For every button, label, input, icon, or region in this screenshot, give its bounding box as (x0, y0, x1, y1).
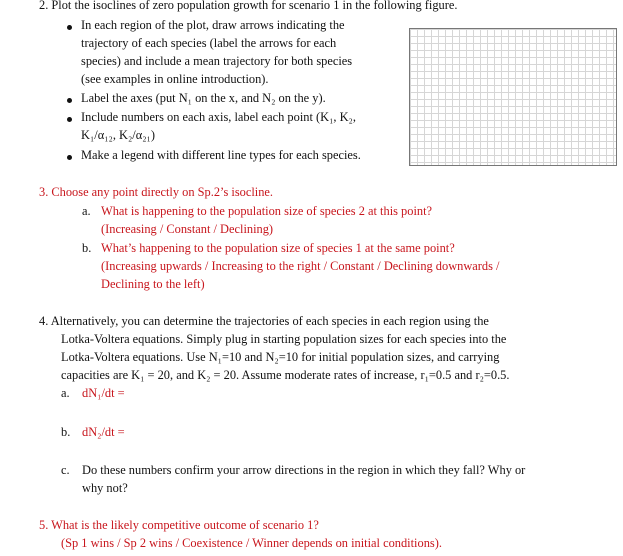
q3-b-line1: What’s happening to the population size of species 1 at the same point? (101, 241, 455, 255)
q3-heading: 3. Choose any point directly on Sp.2’s isocline. (39, 185, 274, 199)
q2-bullet1-line3: species) and include a mean trajectory for both species (81, 54, 353, 68)
q4-a-equation: dN₁/dt = (82, 386, 125, 400)
q5-options: (Sp 1 wins / Sp 2 wins / Coexistence / Winner depends on initial conditions). (61, 536, 442, 550)
q2-bullet1-line2: trajectory of each species (label the arrows for each (81, 36, 337, 50)
q4-c-line2: why not? (82, 481, 128, 495)
q4-line2: Lotka-Voltera equations. Simply plug in starting population sizes for each species into the (61, 332, 507, 346)
q2-bullet1-line4: (see examples in online introduction). (81, 72, 269, 86)
q3-b-marker: b. (82, 241, 92, 255)
bullet-dot (67, 25, 72, 30)
bullet-dot (67, 155, 72, 160)
q4-a-marker: a. (61, 386, 70, 400)
bullet-dot (67, 117, 72, 122)
q4-line1: 4. Alternatively, you can determine the trajectories of each species in each region using the (39, 314, 489, 328)
q4-c-line1: Do these numbers confirm your arrow directions in the region in which they fall? Why or (82, 463, 526, 477)
q4-b-marker: b. (61, 425, 71, 439)
q2-heading: 2. Plot the isoclines of zero population growth for scenario 1 in the following figure. (39, 0, 458, 12)
q3-a-line2: (Increasing / Constant / Declining) (101, 222, 274, 236)
q4-line4: capacities are K₁ = 20, and K₂ = 20. Assume moderate rates of increase, r₁=0.5 and r₂=0.5. (61, 368, 510, 382)
bullet-dot (67, 98, 72, 103)
q3-b-line2: (Increasing upwards / Increasing to the right / Constant / Declining downwards / (101, 259, 500, 273)
q2-bullet1-line1: In each region of the plot, draw arrows indicating the (81, 18, 345, 32)
q4-c-marker: c. (61, 463, 70, 477)
q2-bullet2: Label the axes (put N₁ on the x, and N₂ on the y). (81, 91, 326, 105)
q5-heading: 5. What is the likely competitive outcome of scenario 1? (39, 518, 319, 532)
q3-a-marker: a. (82, 204, 91, 218)
q3-b-line3: Declining to the left) (101, 277, 205, 291)
isocline-plot-grid[interactable] (409, 28, 617, 166)
q2-bullet3-line1: Include numbers on each axis, label each point (K₁, K₂, (81, 110, 356, 124)
q2-bullet4: Make a legend with different line types for each species. (81, 148, 361, 162)
q4-line3: Lotka-Voltera equations. Use N₁=10 and N₂=10 for initial population sizes, and carrying (61, 350, 500, 364)
q3-a-line1: What is happening to the population size of species 2 at this point? (101, 204, 433, 218)
q4-b-equation: dN₂/dt = (82, 425, 125, 439)
q2-bullet3-line2: K₁/α₁₂, K₂/α₂₁) (81, 128, 156, 142)
